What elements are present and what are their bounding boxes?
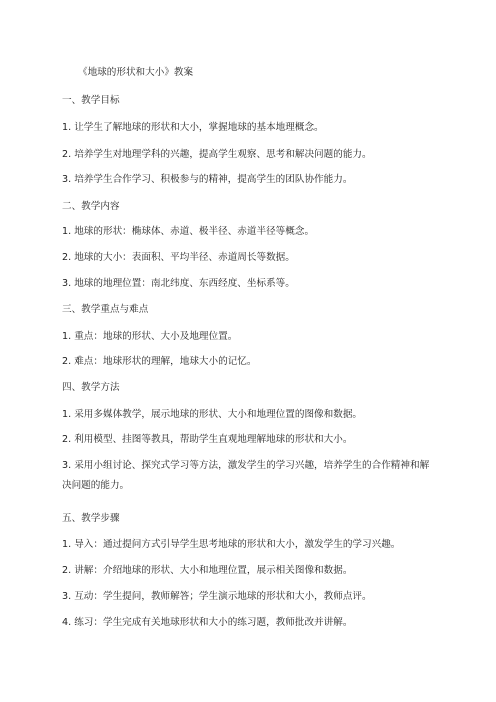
section-heading: 五、教学步骤	[62, 513, 120, 524]
paragraph: 1. 地球的形状：椭球体、赤道、极半径、赤道半径等概念。	[62, 226, 315, 237]
paragraph: 2. 难点：地球形状的理解，地球大小的记忆。	[62, 356, 257, 367]
paragraph: 2. 培养学生对地理学科的兴趣，提高学生观察、思考和解决问题的能力。	[62, 149, 372, 160]
paragraph: 2. 地球的大小：表面积、平均半径、赤道周长等数据。	[62, 252, 295, 263]
document-title: 《地球的形状和大小》教案	[78, 67, 194, 78]
paragraph: 1. 重点：地球的形状、大小及地理位置。	[62, 331, 238, 342]
paragraph: 3. 培养学生合作学习、积极参与的精神，提高学生的团队协作能力。	[62, 174, 353, 185]
paragraph: 3. 采用小组讨论、探究式学习等方法，激发学生的学习兴趣，培养学生的合作精神和解决问题的能力。	[62, 460, 430, 491]
document-page	[62, 0, 434, 702]
paragraph: 1. 采用多媒体教学，展示地球的形状、大小和地理位置的图像和数据。	[62, 409, 363, 420]
section-heading: 二、教学内容	[62, 201, 120, 212]
paragraph: 3. 地球的地理位置：南北纬度、东西经度、坐标系等。	[62, 278, 295, 289]
paragraph: 2. 利用模型、挂图等教具，帮助学生直观地理解地球的形状和大小。	[62, 434, 353, 445]
section-heading: 四、教学方法	[62, 382, 120, 393]
paragraph: 2. 讲解：介绍地球的形状、大小和地理位置，展示相关图像和数据。	[62, 565, 353, 576]
paragraph: 3. 互动：学生提问，教师解答；学生演示地球的形状和大小，教师点评。	[62, 591, 372, 602]
section-heading: 一、教学目标	[62, 95, 120, 106]
paragraph: 1. 导入：通过提问方式引导学生思考地球的形状和大小，激发学生的学习兴趣。	[62, 539, 401, 550]
paragraph: 1. 让学生了解地球的形状和大小，掌握地球的基本地理概念。	[62, 122, 324, 133]
paragraph: 4. 练习：学生完成有关地球形状和大小的练习题，教师批改并讲解。	[62, 617, 353, 628]
section-heading: 三、教学重点与难点	[62, 304, 149, 315]
